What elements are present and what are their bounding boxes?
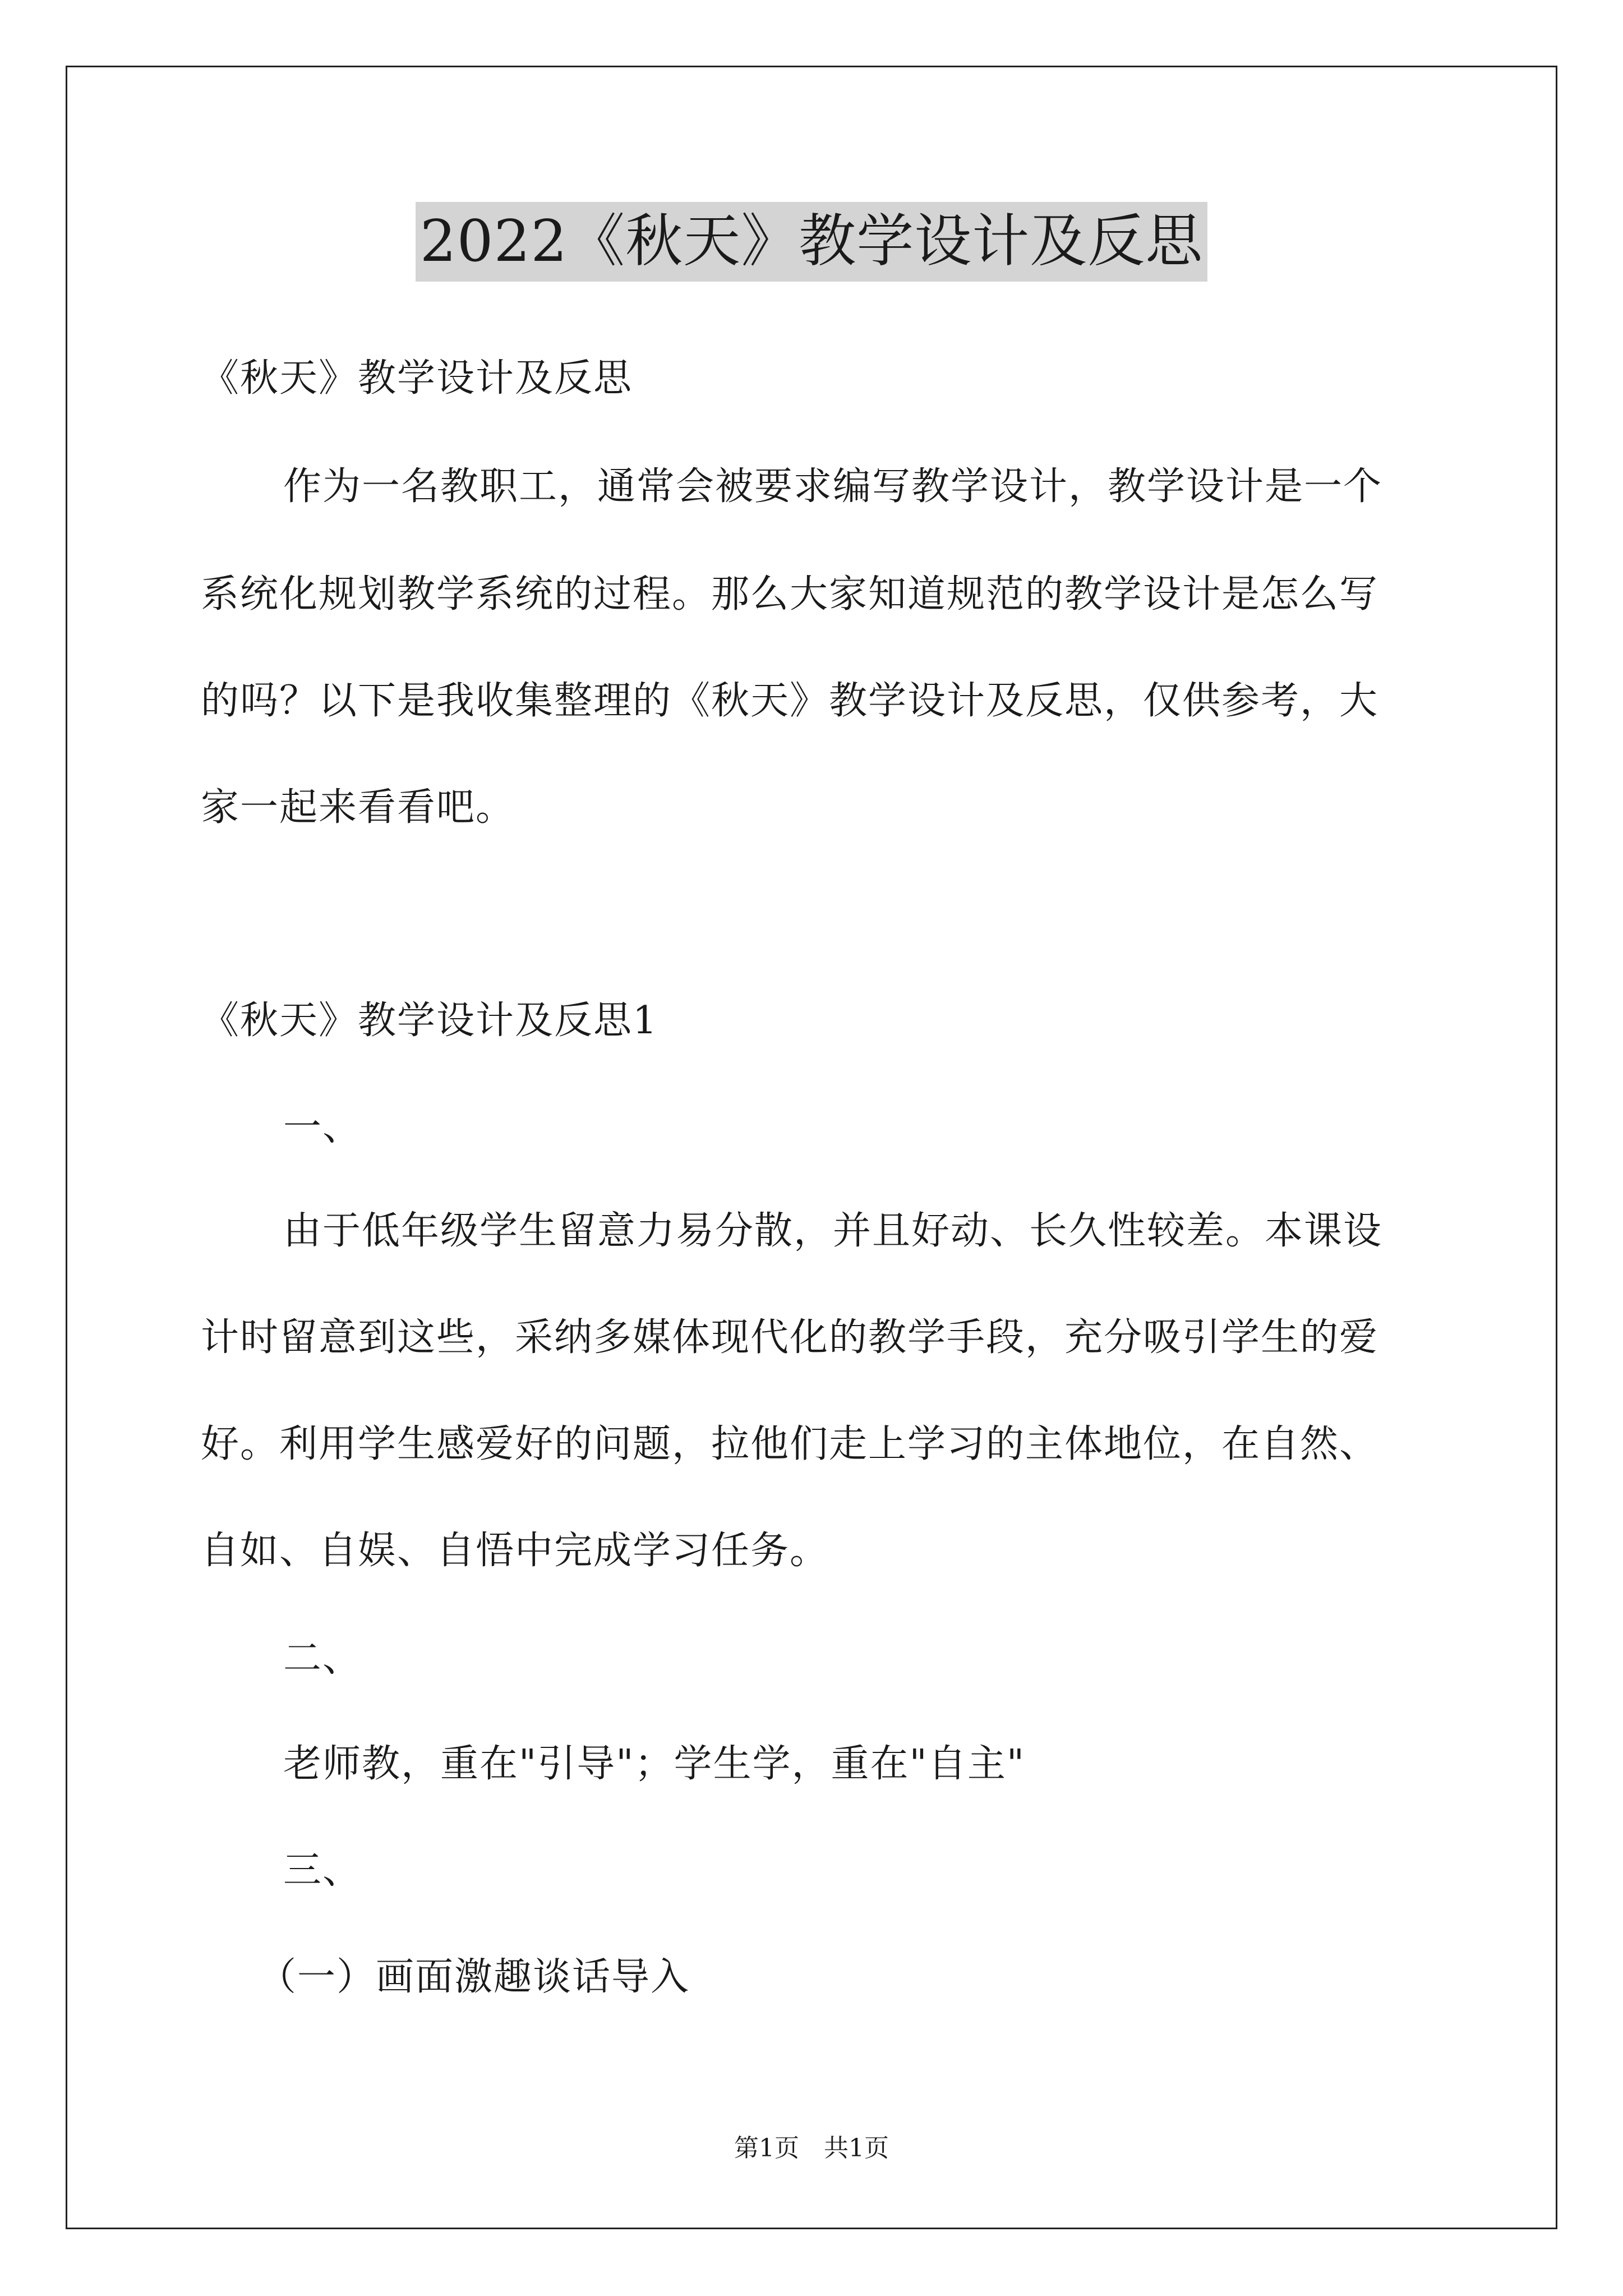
part-2-text: 老师教，重在"引导"；学生学，重在"自主" xyxy=(283,1742,1026,1786)
part-1-line-1: 由于低年级学生留意力易分散，并且好动、长久性较差。本课设 xyxy=(283,1209,1383,1253)
intro-line-2: 系统化规划教学系统的过程。那么大家知道规范的教学设计是怎么写 xyxy=(201,572,1379,616)
section-heading: 《秋天》教学设计及反思1 xyxy=(201,999,658,1043)
intro-line-4: 家一起来看看吧。 xyxy=(201,785,515,830)
intro-line-1: 作为一名教职工，通常会被要求编写教学设计，教学设计是一个 xyxy=(283,464,1383,509)
part-1-label: 一、 xyxy=(283,1105,362,1149)
title-container xyxy=(0,202,1623,282)
subtitle: 《秋天》教学设计及反思 xyxy=(201,356,633,401)
page-footer: 第1页 共1页 xyxy=(734,2134,889,2162)
part-2-label: 二、 xyxy=(283,1636,362,1681)
document-title: 2022《秋天》教学设计及反思 xyxy=(416,202,1208,282)
part-1-line-3: 好。利用学生感爱好的问题，拉他们走上学习的主体地位，在自然、 xyxy=(201,1422,1379,1466)
part-1-line-2: 计时留意到这些，采纳多媒体现代化的教学手段，充分吸引学生的爱 xyxy=(201,1315,1379,1360)
part-3-label: 三、 xyxy=(283,1848,362,1893)
part-3-item-1: （一）画面激趣谈话导入 xyxy=(258,1955,690,1999)
part-1-line-4: 自如、自娱、自悟中完成学习任务。 xyxy=(201,1529,829,1573)
intro-line-3: 的吗？以下是我收集整理的《秋天》教学设计及反思，仅供参考，大 xyxy=(201,679,1379,723)
